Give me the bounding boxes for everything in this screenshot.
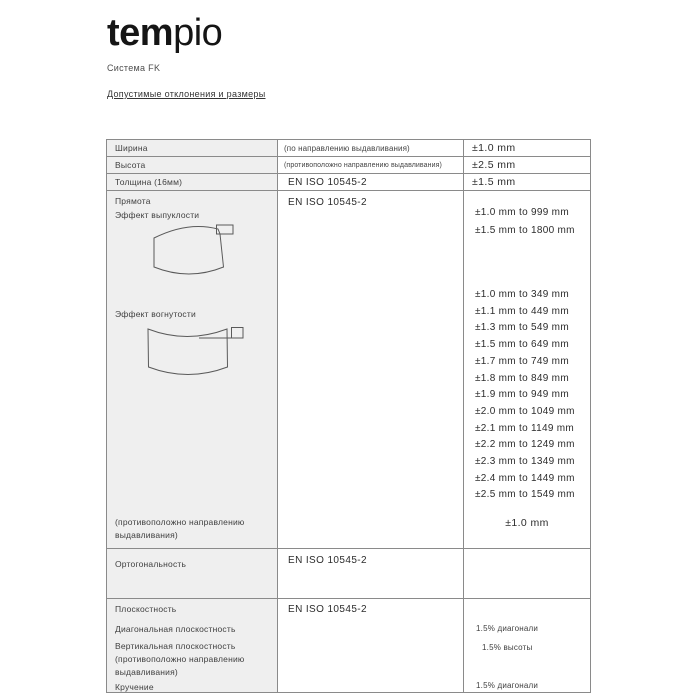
width-value: ±1.0 mm	[472, 142, 516, 154]
diagonal-flatness-label: Диагональная плоскостность	[115, 624, 236, 634]
orthogonality-value-cell	[464, 549, 590, 599]
torsion-value: 1.5% диагонали	[476, 681, 539, 690]
height-method: (противоположно направлению выдавливания)	[284, 161, 442, 169]
concave-value: ±1.5 mm to 649 mm	[475, 339, 569, 351]
orthogonality-label-cell	[107, 549, 278, 599]
system-label: Система FK	[107, 63, 161, 73]
convex-value: ±1.5 mm to 1800 mm	[475, 225, 575, 236]
thickness-method: EN ISO 10545-2	[288, 176, 367, 188]
concave-value: ±2.3 mm to 1349 mm	[475, 456, 575, 468]
concave-value: ±2.0 mm to 1049 mm	[475, 405, 575, 417]
concave-value: ±1.3 mm to 549 mm	[475, 322, 569, 334]
concave-value: ±2.4 mm to 1449 mm	[475, 472, 575, 484]
height-label: Высота	[115, 160, 146, 170]
convex-profile-icon	[152, 223, 237, 281]
convex-values-list	[475, 204, 575, 240]
torsion-label: Кручение	[115, 682, 154, 692]
width-method: (по направлению выдавливания)	[284, 143, 410, 153]
flatness-label-cell	[107, 599, 278, 692]
width-method-cell	[278, 140, 464, 157]
width-value-cell	[464, 140, 590, 157]
concave-profile-icon	[147, 325, 247, 385]
convex-value: ±1.0 mm to 999 mm	[475, 207, 569, 218]
flatness-method-cell	[278, 599, 464, 692]
thickness-value-cell	[464, 174, 590, 191]
width-label: Ширина	[115, 143, 148, 153]
concave-value: ±1.7 mm to 749 mm	[475, 355, 569, 367]
height-method-cell	[278, 157, 464, 174]
thickness-value: ±1.5 mm	[472, 176, 516, 188]
orthogonality-method: EN ISO 10545-2	[288, 555, 367, 566]
straightness-opposite-value: ±1.0 mm	[505, 517, 549, 529]
vertical-flatness-label: Вертикальная плоскостность (противоположно направлению выдавливания)	[115, 641, 245, 677]
height-value-cell	[464, 157, 590, 174]
brand-logo	[107, 12, 222, 54]
orthogonality-label: Ортогональность	[115, 559, 187, 569]
brand-logo-light: pio	[173, 12, 223, 54]
thickness-label-cell	[107, 174, 278, 191]
concave-value: ±2.1 mm to 1149 mm	[475, 422, 575, 434]
straightness-values-cell	[464, 191, 590, 549]
straightness-method: EN ISO 10545-2	[288, 197, 367, 208]
straightness-opposite-label: (противоположно направлению выдавливания)	[115, 517, 245, 540]
straightness-method-cell	[278, 191, 464, 549]
straightness-label-cell	[107, 191, 278, 549]
diagonal-flatness-value: 1.5% диагонали	[476, 624, 539, 633]
height-value: ±2.5 mm	[472, 159, 516, 171]
convex-effect-label: Эффект выпуклости	[115, 210, 200, 220]
flatness-values-cell	[464, 599, 590, 692]
vertical-flatness-value: 1.5% высоты	[482, 643, 533, 652]
brand-logo-bold: tem	[107, 12, 174, 54]
flatness-label: Плоскостность	[115, 604, 177, 614]
concave-value: ±1.9 mm to 949 mm	[475, 389, 569, 401]
concave-value: ±1.8 mm to 849 mm	[475, 372, 569, 384]
height-label-cell	[107, 157, 278, 174]
thickness-label: Толщина (16мм)	[115, 177, 183, 187]
straightness-label: Прямота	[115, 196, 151, 206]
section-link[interactable]: Допустимые отклонения и размеры	[107, 89, 266, 99]
concave-value: ±2.2 mm to 1249 mm	[475, 439, 575, 451]
tolerance-table	[106, 139, 591, 693]
flatness-method: EN ISO 10545-2	[288, 604, 367, 615]
orthogonality-method-cell	[278, 549, 464, 599]
thickness-method-cell	[278, 174, 464, 191]
concave-value: ±1.0 mm to 349 mm	[475, 289, 569, 300]
concave-effect-label: Эффект вогнутости	[115, 309, 196, 319]
concave-value: ±1.1 mm to 449 mm	[475, 305, 569, 317]
concave-values-list	[475, 287, 575, 504]
width-label-cell	[107, 140, 278, 157]
concave-value: ±2.5 mm to 1549 mm	[475, 489, 575, 501]
